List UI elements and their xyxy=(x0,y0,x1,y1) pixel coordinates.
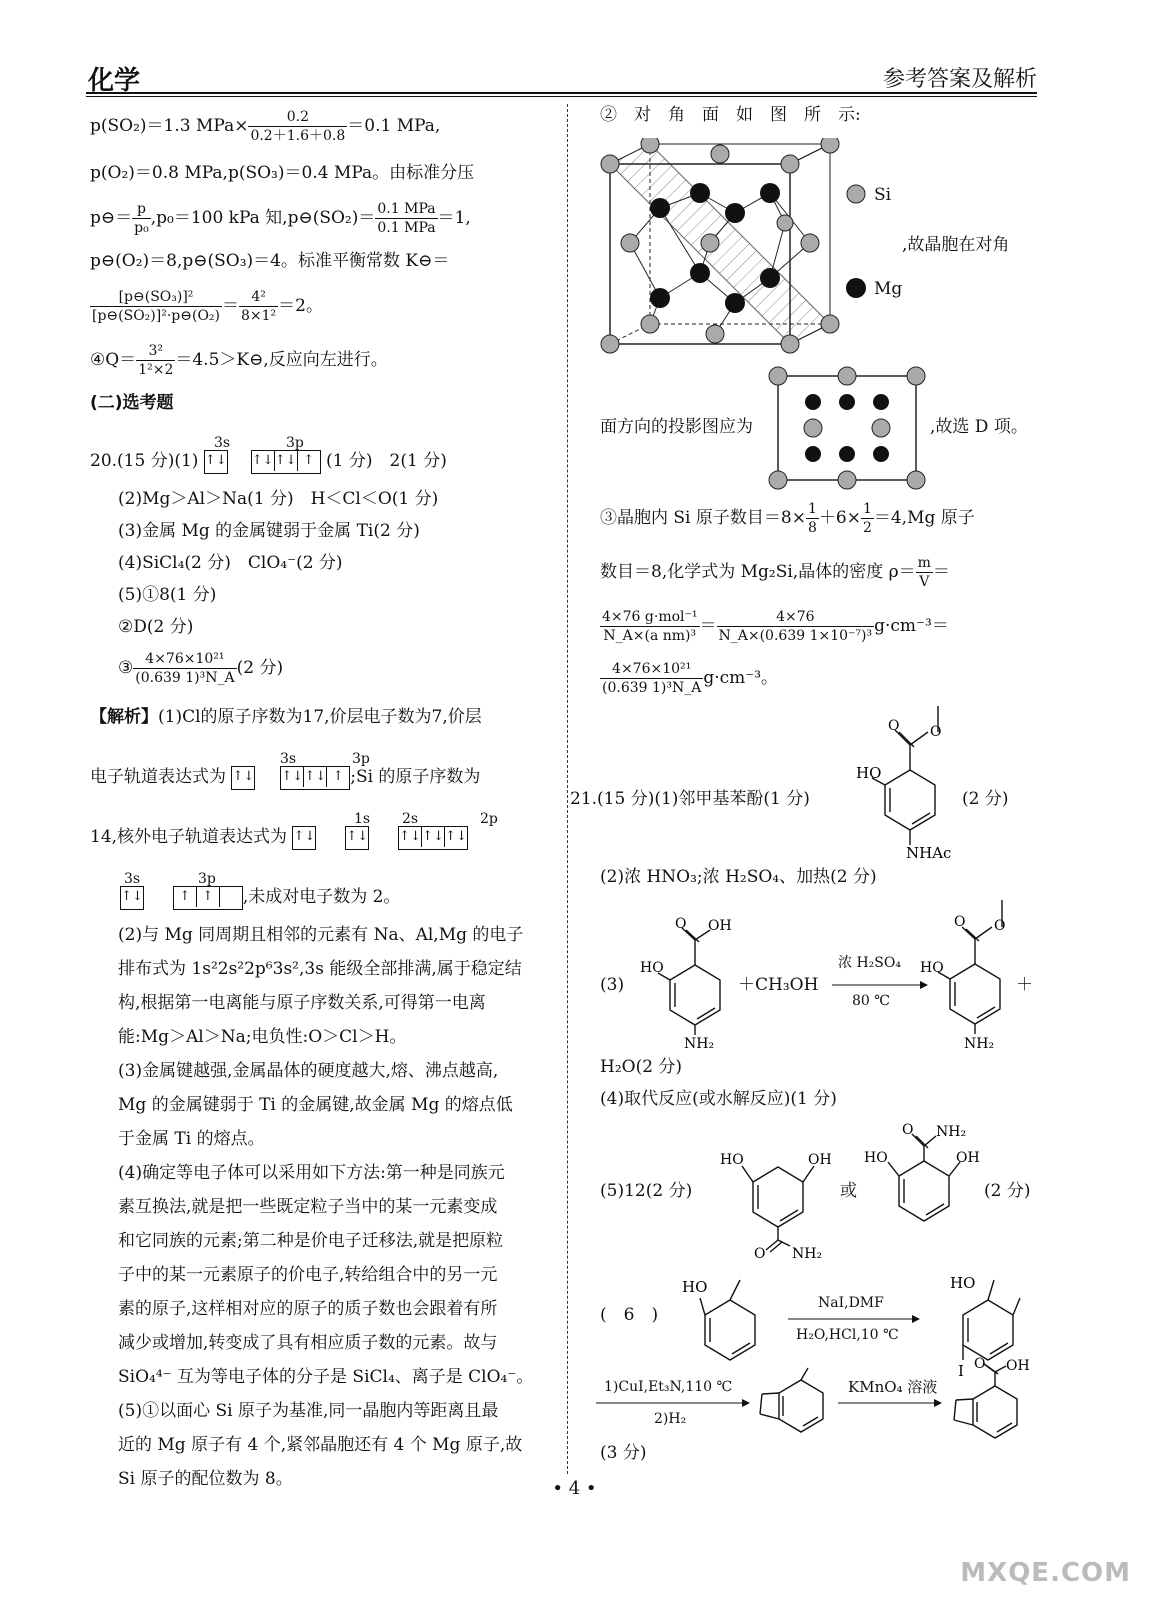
text: g·cm⁻³＝ xyxy=(874,616,949,636)
text: ③ xyxy=(118,658,134,678)
fraction xyxy=(600,608,700,645)
orbital-label: 3s xyxy=(214,435,231,451)
orbital-expression-cl xyxy=(90,760,480,794)
atom-label: NH₂ xyxy=(964,1036,995,1052)
section-heading: (二)选考题 xyxy=(90,393,174,413)
text: ③晶胞内 Si 原子数目＝8× xyxy=(600,508,806,528)
para: (3)金属键越强,金属晶体的硬度越大,熔、沸点越高, xyxy=(118,1061,499,1081)
numerator: 0.2 xyxy=(248,108,347,127)
denominator: N_A×(a nm)³ xyxy=(603,628,697,644)
condition-bottom: H₂O,HCl,10 ℃ xyxy=(796,1327,899,1343)
atom-label: O xyxy=(930,724,942,740)
orbital-3s xyxy=(231,766,255,790)
denominator: [p⊖(SO₂)]²·p⊖(O₂) xyxy=(92,308,220,324)
atom-label: HO xyxy=(720,1152,744,1168)
text: (1)Cl的原子序数为17,价层电子数为7,价层 xyxy=(158,707,482,727)
fraction xyxy=(133,650,236,687)
orbital-expression-si-2 xyxy=(120,880,400,914)
numerator: 1 xyxy=(862,501,872,517)
para: 构,根据第一电离能与原子序数关系,可得第一电离 xyxy=(118,993,486,1013)
atom-label: OH xyxy=(708,918,732,934)
denominator: (0.639 1)³N_A xyxy=(135,670,235,686)
orbital-2p xyxy=(398,826,468,850)
fraction xyxy=(806,500,819,537)
fraction xyxy=(132,200,151,237)
orbital-label: 2p xyxy=(480,811,498,827)
orbital-box: ↑ xyxy=(332,768,344,784)
para: 能:Mg＞Al＞Na;电负性:O＞Cl＞H。 xyxy=(118,1027,407,1047)
atom-label: HO xyxy=(856,764,882,782)
para: (5)①以面心 Si 原子为基准,同一晶胞内等距离且最 xyxy=(118,1401,499,1421)
para: (4)确定等电子体可以采用如下方法:第一种是同族元 xyxy=(118,1163,505,1183)
column-divider xyxy=(567,104,568,1474)
q20-answer-1 xyxy=(90,444,447,478)
para: (2)与 Mg 同周期且相邻的元素有 Na、Al,Mg 的电子 xyxy=(118,925,524,945)
reagent: ＋CH₃OH xyxy=(738,975,819,995)
denominator: 1²×2 xyxy=(138,362,174,378)
numerator: 0.1 MPa xyxy=(377,201,436,217)
fraction xyxy=(916,554,933,591)
eq-q xyxy=(90,342,388,379)
condition-top: 1)CuI,Et₃N,110 ℃ xyxy=(604,1379,733,1395)
orbital-box: ↑↓ xyxy=(252,451,275,471)
para: Si 原子的配位数为 8。 xyxy=(118,1469,293,1489)
text: 电子轨道表达式为 xyxy=(90,767,226,787)
atom-label: NHAc xyxy=(906,844,952,860)
mg-legend-icon xyxy=(844,276,868,300)
eq-density-3 xyxy=(600,660,778,697)
text: p(SO₂)＝1.3 MPa× xyxy=(90,116,249,136)
line: (3)金属 Mg 的金属键弱于金属 Ti(2 分) xyxy=(118,521,420,541)
atom-label: O xyxy=(902,1122,914,1138)
text: 14,核外电子轨道表达式为 xyxy=(90,827,288,847)
orbital-box: ↑↓ xyxy=(275,451,298,471)
condition-bottom: 2)H₂ xyxy=(654,1411,687,1427)
line: H₂O(2 分) xyxy=(600,1057,683,1077)
numerator: 4×76×10²¹ xyxy=(133,650,236,669)
condition-top: NaI,DMF xyxy=(818,1295,884,1311)
para: 排布式为 1s²2s²2p⁶3s²,3s 能级全部排满,属于稳定结 xyxy=(118,959,522,979)
text: p⊖＝ xyxy=(90,208,133,228)
atom-label: NH₂ xyxy=(792,1246,823,1262)
denominator: N_A×(0.639 1×10⁻⁷)³ xyxy=(718,628,873,644)
condition-top: 浓 H₂SO₄ xyxy=(838,955,901,971)
text: ＝ xyxy=(699,616,717,636)
text: ＝0.1 MPa, xyxy=(347,116,441,136)
atom-label: O xyxy=(954,914,966,930)
orbital-box: ↑↓ xyxy=(422,827,445,847)
orbital-1s xyxy=(292,826,316,850)
para: SiO₄⁴⁻ 互为等电子体的分子是 SiCl₄、离子是 ClO₄⁻。 xyxy=(118,1367,534,1387)
line: (4)SiCl₄(2 分) ClO₄⁻(2 分) xyxy=(118,553,343,573)
analysis-tag: 【解析】 xyxy=(90,707,158,727)
structure-ester-amine xyxy=(920,894,1030,1054)
orbital-box: ↑↓ xyxy=(232,768,255,784)
denominator: 8 xyxy=(807,520,817,536)
orbital-label: 3s xyxy=(280,751,297,767)
para: 素的原子,这样相对应的原子的质子数也会跟着有所 xyxy=(118,1299,498,1319)
numerator: m xyxy=(917,555,931,571)
text: ＝ xyxy=(222,296,239,316)
line: ,故晶胞在对角 xyxy=(902,235,1010,255)
line: (2)浓 HNO₃;浓 H₂SO₄、加热(2 分) xyxy=(600,867,877,887)
eq-standard-pressure xyxy=(90,200,471,237)
points: (2 分) xyxy=(984,1181,1031,1201)
orbital-box: ↑↓ xyxy=(445,828,467,844)
fraction xyxy=(717,608,875,645)
atom-label: O xyxy=(675,916,687,932)
line: (2)Mg＞Al＞Na(1 分) H＜Cl＜O(1 分) xyxy=(118,489,439,509)
header-rule xyxy=(86,92,1037,94)
text: ＝1, xyxy=(437,208,471,228)
text: ＝4.5＞K⊖,反应向左进行。 xyxy=(175,350,388,370)
line: p(O₂)＝0.8 MPa,p(SO₃)＝0.4 MPa。由标准分压 xyxy=(90,163,475,183)
header-rule-thin xyxy=(86,96,1037,97)
text: 20.(15 分)(1) xyxy=(90,451,199,471)
numerator: p xyxy=(132,200,151,219)
para: 于金属 Ti 的熔点。 xyxy=(118,1129,265,1149)
text: (1 分) 2(1 分) xyxy=(326,451,447,471)
line: (4)取代反应(或水解反应)(1 分) xyxy=(600,1089,837,1109)
atom-label: O xyxy=(994,918,1006,934)
arrow-icon xyxy=(836,1398,946,1408)
atom-label: HO xyxy=(640,960,664,976)
text: ＋6× xyxy=(818,508,861,528)
atom-label: I xyxy=(958,1362,964,1378)
orbital-label: 3p xyxy=(198,871,216,887)
atom-label: NH₂ xyxy=(936,1124,967,1140)
atom-label: O xyxy=(754,1246,766,1262)
page-header-title: 参考答案及解析 xyxy=(882,67,1037,92)
orbital-box: ↑ xyxy=(174,887,197,907)
answer-density xyxy=(90,650,283,687)
atom-label: HO xyxy=(864,1150,888,1166)
atom-label: HO xyxy=(950,1274,976,1292)
fraction xyxy=(90,288,222,325)
text: 数目＝8,化学式为 Mg₂Si,晶体的密度 ρ＝ xyxy=(600,562,916,582)
numerator: 4×76 xyxy=(717,608,875,627)
structure-benzofuran-acid xyxy=(950,1356,1040,1448)
fraction xyxy=(239,288,278,325)
eq-si-count xyxy=(600,500,975,537)
structure-benzamide-diol xyxy=(862,1116,992,1236)
fraction xyxy=(375,200,437,237)
condition-bottom: 80 ℃ xyxy=(852,993,890,1009)
line: (5)①8(1 分) xyxy=(118,585,217,605)
orbital-box: ↑↓ xyxy=(346,828,369,844)
orbital-label: 1s xyxy=(354,811,371,827)
atom-label: O xyxy=(974,1356,986,1372)
orbital-expression-si xyxy=(90,820,468,854)
watermark: MXQE.COM xyxy=(960,1558,1131,1588)
text: ,p₀＝100 kPa 知,p⊖(SO₂)＝ xyxy=(150,208,376,228)
denominator: 0.1 MPa xyxy=(377,220,436,236)
fraction xyxy=(136,342,175,379)
label: ( 6 ) xyxy=(600,1305,659,1325)
line: 面方向的投影图应为 xyxy=(600,417,753,437)
text: ④Q＝ xyxy=(90,350,137,370)
denominator: p₀ xyxy=(134,220,149,236)
atom-label: O xyxy=(888,718,900,734)
orbital-3p xyxy=(280,766,350,790)
numerator: 4×76 g·mol⁻¹ xyxy=(602,609,698,625)
orbital-box: ↑ xyxy=(197,887,220,907)
label: (5)12(2 分) xyxy=(600,1181,693,1201)
para: 减少或增加,转变成了具有相应质子数的元素。故与 xyxy=(118,1333,498,1353)
line: ,故选 D 项。 xyxy=(930,417,1028,437)
eq-density xyxy=(600,554,950,591)
atom-label: HO xyxy=(920,960,944,976)
atom-label: HO xyxy=(682,1278,708,1296)
text: ;Si 的原子序数为 xyxy=(350,767,481,787)
fraction xyxy=(248,108,347,145)
si-legend-icon xyxy=(844,182,868,206)
text: g·cm⁻³。 xyxy=(703,668,779,688)
para: 和它同族的元素;第二种是价电子迁移法,就是把原粒 xyxy=(118,1231,504,1251)
orbital-3p xyxy=(173,886,243,910)
text: 21.(15 分)(1)邻甲基苯酚(1 分) xyxy=(570,789,810,809)
points: (3 分) xyxy=(600,1443,647,1463)
or-word: 或 xyxy=(840,1181,857,1201)
analysis-line xyxy=(90,700,482,734)
structure-dihydrobenzofuran xyxy=(756,1366,836,1446)
text: ＝4,Mg 原子 xyxy=(873,508,975,528)
line: p⊖(O₂)＝8,p⊖(SO₃)＝4。标准平衡常数 K⊖＝ xyxy=(90,251,450,271)
crystal-cell-diagram xyxy=(600,138,850,368)
text: (2 分) xyxy=(236,658,284,678)
eq-p-so2 xyxy=(90,108,440,145)
orbital-box: ↑↓ xyxy=(304,767,327,787)
para: 子中的某一元素原子的价电子,转给组合中的另一元 xyxy=(118,1265,498,1285)
para: 近的 Mg 原子有 4 个,紧邻晶胞还有 4 个 Mg 原子,故 xyxy=(118,1435,523,1455)
eq-density-2 xyxy=(600,608,949,645)
para: Mg 的金属键弱于 Ti 的金属键,故金属 Mg 的熔点低 xyxy=(118,1095,513,1115)
numerator: 3² xyxy=(136,342,175,361)
structure-o-cresol xyxy=(680,1268,770,1368)
text: ＝ xyxy=(932,562,950,582)
orbital-box: ↑↓ xyxy=(204,452,227,468)
orbital-box: ↑↓ xyxy=(281,767,304,787)
denominator: V xyxy=(919,574,930,590)
points: (2 分) xyxy=(962,789,1009,809)
orbital-2s xyxy=(345,826,369,850)
text: ＝2。 xyxy=(278,296,323,316)
plus-sign: ＋ xyxy=(1016,975,1033,995)
orbital-label: 3p xyxy=(286,435,304,451)
denominator: 8×1² xyxy=(241,308,277,324)
denominator: (0.639 1)³N_A xyxy=(602,680,702,696)
line: ② 对 角 面 如 图 所 示: xyxy=(600,105,861,125)
atom-label: OH xyxy=(956,1150,980,1166)
orbital-label: 2s xyxy=(402,811,419,827)
orbital-label: 3p xyxy=(352,751,370,767)
atom-label: OH xyxy=(1006,1358,1030,1374)
fraction xyxy=(861,500,874,537)
atom-label: OH xyxy=(808,1152,832,1168)
legend-label-si: Si xyxy=(874,185,892,205)
para: 素互换法,就是把一些既定粒子当中的某一元素变成 xyxy=(118,1197,498,1217)
text: ,未成对电子数为 2。 xyxy=(242,887,401,907)
orbital-box: ↑ xyxy=(303,452,315,468)
eq-k xyxy=(90,288,323,325)
structure-acid xyxy=(640,910,740,1050)
structure-resorcinol-amide xyxy=(716,1142,846,1262)
orbital-box: ↑↓ xyxy=(121,888,143,904)
structure-methyl-ester xyxy=(850,700,960,860)
orbital-3s xyxy=(120,886,144,910)
numerator: 1 xyxy=(807,501,817,517)
denominator: 2 xyxy=(862,520,872,536)
orbital-label: 3s xyxy=(124,871,141,887)
numerator: [p⊖(SO₃)]² xyxy=(90,288,222,307)
denominator: 0.2＋1.6＋0.8 xyxy=(250,128,346,144)
subject-title: 化学 xyxy=(88,66,141,96)
reagent: KMnO₄ 溶液 xyxy=(848,1378,938,1396)
label: (3) xyxy=(600,975,625,995)
projection-diagram xyxy=(768,366,926,490)
numerator: 4×76×10²¹ xyxy=(600,660,703,679)
line: ②D(2 分) xyxy=(118,617,194,637)
fraction xyxy=(600,660,703,697)
page-number: • 4 • xyxy=(552,1478,597,1499)
numerator: 4² xyxy=(239,288,278,307)
legend-label-mg: Mg xyxy=(874,279,903,299)
atom-label: NH₂ xyxy=(684,1036,715,1050)
orbital-box: ↑↓ xyxy=(293,828,316,844)
orbital-box: ↑↓ xyxy=(399,827,422,847)
